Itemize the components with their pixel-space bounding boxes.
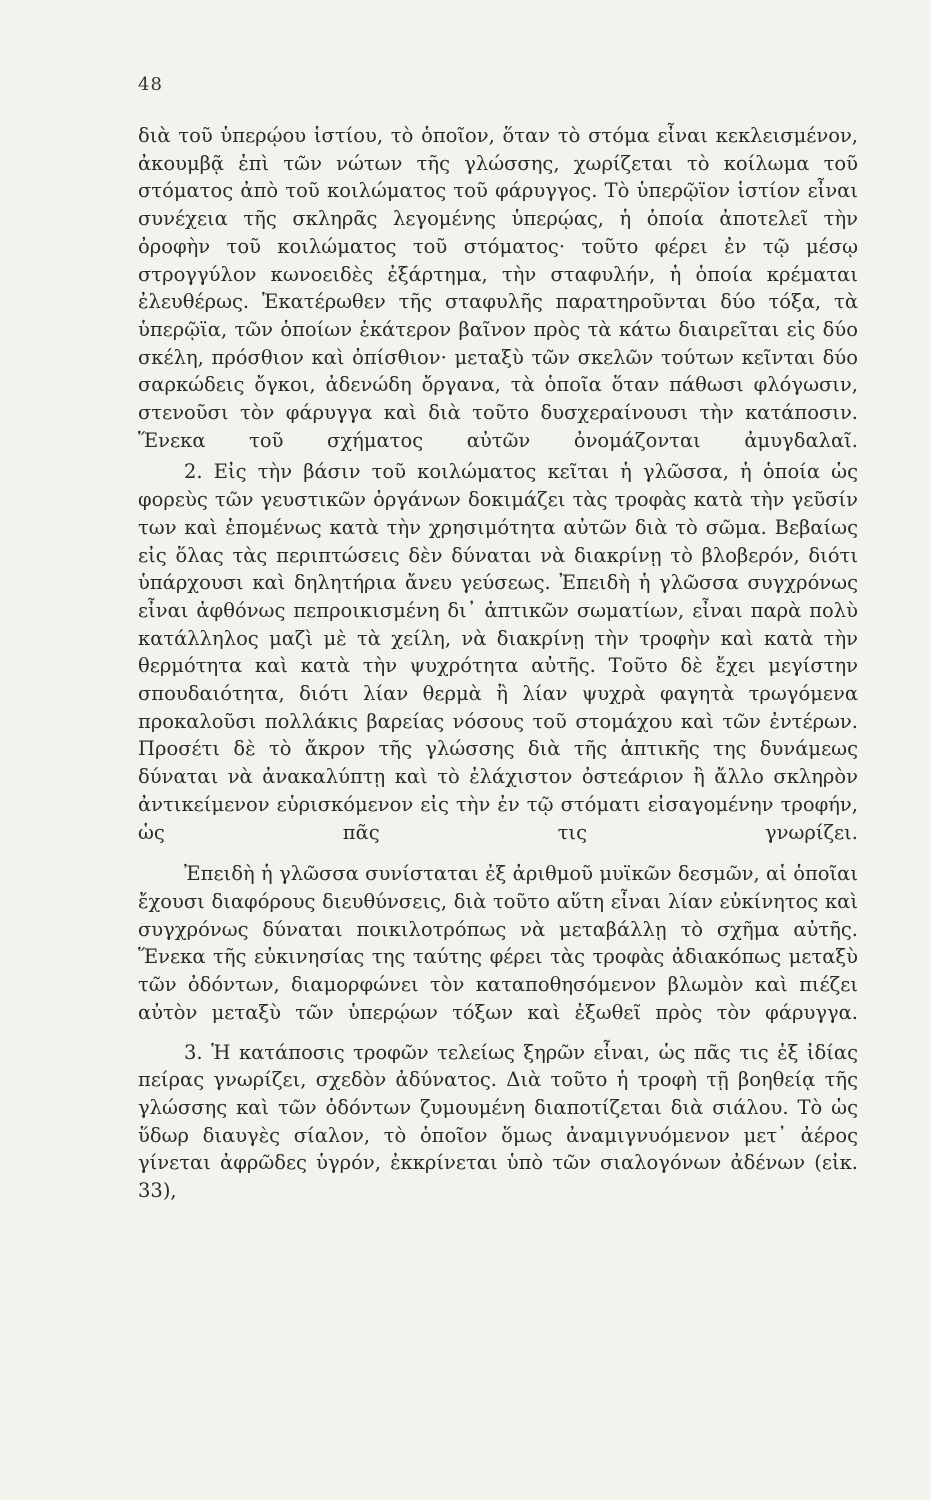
page-body [138, 122, 858, 1205]
paragraph-3: Ἐπειδὴ ἡ γλῶσσα συνίσταται ἐξ ἀριθμοῦ μυϊκῶν δεσμῶν, αἱ ὁποῖαι ἔχουσι διαφόρους διευθύνσεις, διὰ τοῦτο αὕτη εἶναι λίαν εὐκίνητος καὶ συγχρόνως δύναται ποικιλοτρόπως νὰ μεταβάλλῃ τὸ σχῆμα αὐτῆς. Ἕνεκα τῆς εὐκινησίας της ταύτης φέρει τὰς τροφὰς ἀδιακόπως μεταξὺ τῶν ὀδόντων, διαμορφώνει τὸν καταποθησόμενον βλωμὸν καὶ πιέζει αὐτὸν μεταξὺ τῶν ὑπερῴων τόξων καὶ ἐξωθεῖ πρὸς τὸν φάρυγγα. [138, 862, 858, 1024]
paragraph-4: 3. Ἡ κατάποσις τροφῶν τελείως ξηρῶν εἶναι, ὡς πᾶς τις ἐξ ἰδίας πείρας γνωρίζει, σχεδὸν ἀδύνατος. Διὰ τοῦτο ἡ τροφὴ τῇ βοηθείᾳ τῆς γλώσσης καὶ τῶν ὀδόντων ζυμουμένη διαποτίζεται διὰ σιάλου. Τὸ ὡς ὕδωρ διαυγὲς σίαλον, τὸ ὁποῖον ὅμως ἀναμιγνυόμενον μετ᾽ ἀέρος γίνεται ἀφρῶδες ὑγρόν, ἐκκρίνεται ὑπὸ τῶν σιαλογόνων ἀδένων (εἰκ. 33), [138, 1040, 858, 1203]
paragraph-1: διὰ τοῦ ὑπερῴου ἱστίου, τὸ ὁποῖον, ὅταν τὸ στόμα εἶναι κεκλεισμένον, ἀκουμβᾷ ἐπὶ τῶν νώτων τῆς γλώσσης, χωρίζεται τὸ κοίλωμα τοῦ στόματος ἀπὸ τοῦ κοιλώματος τοῦ φάρυγγος. Τὸ ὑπερῷϊον ἱστίον εἶναι συνέχεια τῆς σκληρᾶς λεγομένης ὑπερῴας, ἡ ὁποία ἀποτελεῖ τὴν ὀροφὴν τοῦ κοιλώματος τοῦ στόματος· τοῦτο φέρει ἐν τῷ μέσῳ στρογγύλον κωνοειδὲς ἐξάρτημα, τὴν σταφυλήν, ἡ ὁποία κρέμαται ἐλευθέρως. Ἑκατέρωθεν τῆς σταφυλῆς παρατηροῦνται δύο τόξα, τὰ ὑπερῷϊα, τῶν ὁποίων ἑκάτερον βαῖνον πρὸς τὰ κάτω διαιρεῖται εἰς δύο σκέλη, πρόσθιον καὶ ὀπίσθιον· μεταξὺ τῶν σκελῶν τούτων κεῖνται δύο σαρκώδεις ὄγκοι, ἀδενώδη ὄργανα, τὰ ὁποῖα ὅταν πάθωσι φλόγωσιν, στενοῦσι τὸν φάρυγγα καὶ διὰ τοῦτο δυσχεραίνουσι τὴν κατάποσιν. Ἕνεκα τοῦ σχήματος αὐτῶν ὀνομάζονται ἀμυγδαλαῖ. [138, 124, 858, 452]
paragraph-2: 2. Εἰς τὴν βάσιν τοῦ κοιλώματος κεῖται ἡ γλῶσσα, ἡ ὁποία ὡς φορεὺς τῶν γευστικῶν ὀργάνων δοκιμάζει τὰς τροφὰς κατὰ τὴν γεῦσίν των καὶ ἑπομένως κατὰ τὴν χρησιμότητα αὐτῶν διὰ τὸ σῶμα. Βεβαίως εἰς ὅλας τὰς περιπτώσεις δὲν δύναται νὰ διακρίνῃ τὸ βλοβερόν, διότι ὑπάρχουσι καὶ δηλητήρια ἄνευ γεύσεως. Ἐπειδὴ ἡ γλῶσσα συγχρόνως εἶναι ἀφθόνως πεπροικισμένη δι᾽ ἁπτικῶν σωματίων, εἶναι παρὰ πολὺ κατάλληλος μαζὶ μὲ τὰ χείλη, νὰ διακρίνῃ τὴν τροφὴν καὶ κατὰ τὴν θερμότητα καὶ κατὰ τὴν ψυχρότητα αὐτῆς. Τοῦτο δὲ ἔχει μεγίστην σπουδαιότητα, διότι λίαν θερμὰ ἢ λίαν ψυχρὰ φαγητὰ τρωγόμενα προκαλοῦσι πολλάκις βαρείας νόσους τοῦ στομάχου καὶ τῶν ἐντέρων. Προσέτι δὲ τὸ ἄκρον τῆς γλώσσης διὰ τῆς ἁπτικῆς της δυνάμεως δύναται νὰ ἀνακαλύπτῃ καὶ τὸ ἐλάχιστον ὀστεάριον ἢ ἄλλο σκληρὸν ἀντικείμενον εὑρισκόμενον εἰς τὴν ἐν τῷ στόματι εἰσαγομένην τροφήν, ὡς πᾶς τις γνωρίζει. [138, 460, 858, 844]
page-number: 48 [138, 74, 163, 95]
